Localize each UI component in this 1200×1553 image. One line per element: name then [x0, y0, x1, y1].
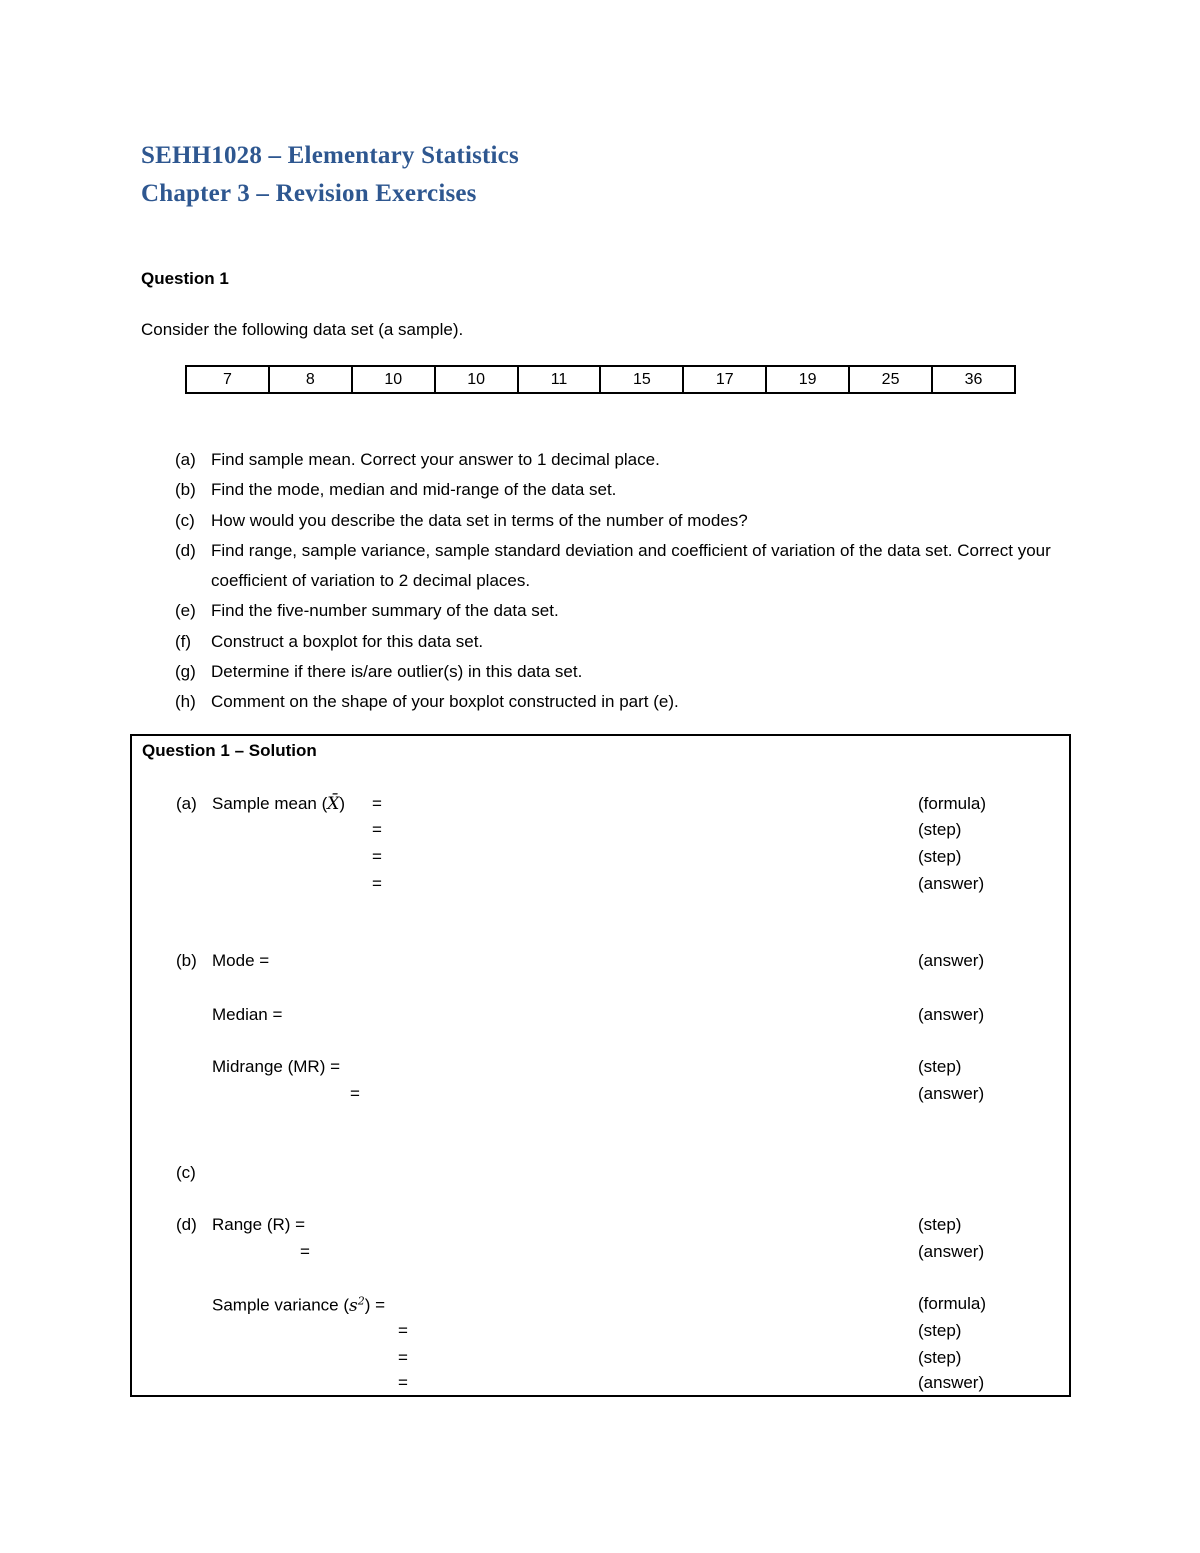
- s-squared-symbol: [349, 1296, 365, 1316]
- solution-b-label: (b): [176, 951, 197, 970]
- question-part: [175, 596, 1055, 626]
- answer-tag: (answer): [918, 1373, 985, 1392]
- data-cell: 10: [352, 366, 435, 393]
- part-text: Construct a boxplot for this data set.: [211, 631, 484, 651]
- variance-close: ) =: [364, 1295, 386, 1315]
- question-part: [175, 506, 1055, 536]
- equals-sign: =: [372, 820, 382, 839]
- step-tag: (step): [918, 1215, 962, 1234]
- step-tag: (step): [918, 1348, 962, 1367]
- course-title: SEHH1028 – Elementary Statistics: [141, 142, 519, 169]
- data-cell: 11: [518, 366, 601, 393]
- data-cell: 17: [683, 366, 766, 393]
- question-part: [175, 627, 1055, 657]
- data-cell: 19: [766, 366, 849, 393]
- data-cell: 7: [186, 366, 269, 393]
- solution-d-label: (d): [176, 1215, 197, 1234]
- solution-box: [130, 734, 1071, 1397]
- answer-tag: (answer): [918, 874, 985, 893]
- part-label: (h): [175, 692, 196, 712]
- part-label: (c): [175, 510, 195, 530]
- midrange-label: Midrange (MR) =: [212, 1057, 341, 1076]
- solution-c-label: (c): [176, 1163, 196, 1182]
- step-tag: (step): [918, 1057, 962, 1076]
- equals-sign: =: [372, 847, 382, 866]
- data-row: [186, 366, 1015, 393]
- data-cell: 8: [269, 366, 352, 393]
- question-part: [175, 536, 1055, 597]
- sample-mean-close: ): [339, 794, 346, 813]
- question-parts-list: [175, 445, 1055, 718]
- part-text: Find the mode, median and mid-range of the data set.: [211, 480, 617, 500]
- solution-heading: Question 1 – Solution: [142, 741, 317, 760]
- part-label: (d): [175, 540, 196, 560]
- formula-tag: (formula): [918, 1294, 987, 1313]
- question-intro: Consider the following data set (a sample).: [141, 320, 464, 339]
- data-cell: 15: [600, 366, 683, 393]
- part-text: Comment on the shape of your boxplot constructed in part (e).: [211, 692, 679, 712]
- part-label: (e): [175, 601, 196, 621]
- question-part: [175, 657, 1055, 687]
- part-label: (f): [175, 631, 192, 651]
- part-label: (a): [175, 450, 196, 469]
- data-cell: 36: [932, 366, 1015, 393]
- question-part: [175, 445, 1055, 475]
- answer-tag: (answer): [918, 1005, 985, 1024]
- formula-tag: (formula): [918, 794, 987, 813]
- equals-sign: =: [372, 874, 382, 893]
- solution-a-label: (a): [176, 794, 197, 813]
- answer-tag: (answer): [918, 1084, 985, 1103]
- median-label: Median =: [212, 1005, 283, 1024]
- equals-sign: =: [350, 1084, 360, 1103]
- sample-mean-label: [212, 794, 345, 814]
- question-part: [175, 687, 1055, 717]
- equals-sign: =: [372, 794, 382, 813]
- sample-variance-label: [212, 1294, 385, 1316]
- equals-sign: =: [300, 1242, 310, 1261]
- equals-sign: =: [398, 1373, 408, 1392]
- part-text: Find sample mean. Correct your answer to 1 decimal place.: [211, 450, 660, 469]
- data-table: [185, 365, 1016, 394]
- question-heading: Question 1: [141, 269, 229, 288]
- chapter-title: Chapter 3 – Revision Exercises: [141, 180, 477, 207]
- s-symbol: s: [349, 1295, 358, 1316]
- part-label: (b): [175, 480, 196, 500]
- part-label: (g): [175, 662, 196, 682]
- equals-sign: =: [398, 1348, 408, 1367]
- answer-tag: (answer): [918, 951, 985, 970]
- mode-label: Mode =: [212, 951, 270, 970]
- range-label: Range (R) =: [212, 1215, 306, 1234]
- step-tag: (step): [918, 1321, 962, 1340]
- variance-lead: Sample variance (: [212, 1295, 350, 1315]
- data-cell: 25: [849, 366, 932, 393]
- step-tag: (step): [918, 847, 962, 866]
- x-bar-symbol: X̄: [327, 794, 340, 814]
- part-text: Find range, sample variance, sample standard deviation and coefficient of variation of the data set. Correct your coefficient of variation to 2 decimal places.: [211, 540, 1051, 591]
- answer-tag: (answer): [918, 1242, 985, 1261]
- step-tag: (step): [918, 820, 962, 839]
- exponent-two: 2: [357, 1294, 365, 1307]
- data-cell: 10: [435, 366, 518, 393]
- part-text: How would you describe the data set in terms of the number of modes?: [211, 510, 748, 530]
- part-text: Determine if there is/are outlier(s) in this data set.: [211, 662, 583, 682]
- sample-mean-lead: Sample mean (: [212, 794, 328, 813]
- equals-sign: =: [398, 1321, 408, 1340]
- part-text: Find the five-number summary of the data set.: [211, 601, 559, 621]
- question-part: [175, 475, 1055, 505]
